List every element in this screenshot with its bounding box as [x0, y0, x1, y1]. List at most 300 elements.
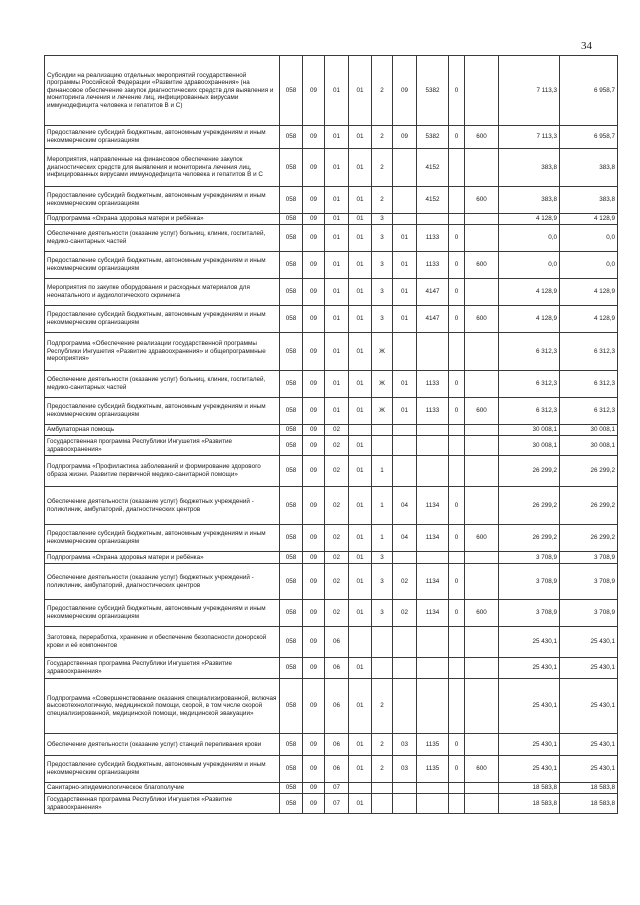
item-name: Предоставление субсидий бюджетным, автономным учреждениям и иным некоммерческим организациям — [45, 126, 280, 149]
program-code: 01 — [349, 564, 372, 600]
direction-code: 4147 — [417, 306, 449, 333]
extra-code: 0 — [449, 734, 465, 756]
section-code: 09 — [303, 333, 325, 371]
item-name: Обеспечение деятельности (оказание услуг) бюджетных учреждений - поликлиник, амбулаторий, диагностических центров — [45, 487, 280, 525]
activity-code — [393, 214, 417, 225]
page-number: 34 — [581, 40, 592, 52]
item-name: Мероприятия, направленные на финансовое обеспечение закупок диагностических средств для выявления и мониторинга лечения лиц, инфицированных вирусами иммунодефицита человека и гепатитов В и С — [45, 149, 280, 187]
item-name: Амбулаторная помощь — [45, 425, 280, 436]
program-code: 01 — [349, 552, 372, 564]
subsection-code: 01 — [325, 252, 349, 279]
program-code: 01 — [349, 149, 372, 187]
direction-code — [417, 425, 449, 436]
executed-amount: 6 312,3 — [560, 333, 618, 371]
approved-amount: 30 008,1 — [499, 436, 560, 456]
program-code: 01 — [349, 398, 372, 425]
subprogram-code: Ж — [372, 333, 393, 371]
item-name: Предоставление субсидий бюджетным, автономным учреждениям и иным некоммерческим организациям — [45, 252, 280, 279]
table-row — [45, 225, 618, 252]
approved-amount: 6 312,3 — [499, 371, 560, 398]
approved-amount: 25 430,1 — [499, 658, 560, 679]
activity-code — [393, 187, 417, 214]
direction-code: 4152 — [417, 149, 449, 187]
program-code: 01 — [349, 679, 372, 734]
table-row — [45, 756, 618, 783]
table-row — [45, 214, 618, 225]
ministry-code: 058 — [280, 252, 303, 279]
direction-code — [417, 627, 449, 658]
executed-amount: 25 430,1 — [560, 734, 618, 756]
item-name: Предоставление субсидий бюджетным, автономным учреждениям и иным некоммерческим организациям — [45, 756, 280, 783]
item-name: Заготовка, переработка, хранение и обеспечение безопасности донорской крови и её компонентов — [45, 627, 280, 658]
program-code: 01 — [349, 187, 372, 214]
ministry-code: 058 — [280, 627, 303, 658]
subsection-code: 06 — [325, 734, 349, 756]
program-code — [349, 783, 372, 794]
table-row — [45, 783, 618, 794]
program-code: 01 — [349, 252, 372, 279]
item-name: Подпрограмма «Обеспечение реализации государственной программы Республики Ингушетия «Развитие здравоохранения» и общепрограммные мероприятия» — [45, 333, 280, 371]
expense-type-code: 600 — [465, 600, 499, 627]
subsection-code: 02 — [325, 525, 349, 552]
program-code: 01 — [349, 279, 372, 306]
ministry-code: 058 — [280, 436, 303, 456]
executed-amount: 3 708,9 — [560, 564, 618, 600]
activity-code — [393, 679, 417, 734]
item-name: Обеспечение деятельности (оказание услуг) больниц, клиник, госпиталей, медико-санитарных частей — [45, 371, 280, 398]
subprogram-code: 2 — [372, 756, 393, 783]
direction-code: 1134 — [417, 525, 449, 552]
extra-code: 0 — [449, 56, 465, 126]
table-row — [45, 794, 618, 814]
program-code: 01 — [349, 487, 372, 525]
approved-amount: 25 430,1 — [499, 627, 560, 658]
extra-code — [449, 436, 465, 456]
direction-code — [417, 794, 449, 814]
executed-amount: 25 430,1 — [560, 756, 618, 783]
table-row — [45, 398, 618, 425]
section-code: 09 — [303, 487, 325, 525]
expense-type-code — [465, 658, 499, 679]
activity-code: 01 — [393, 252, 417, 279]
table-row — [45, 333, 618, 371]
ministry-code: 058 — [280, 658, 303, 679]
expense-type-code — [465, 679, 499, 734]
expense-type-code: 600 — [465, 252, 499, 279]
section-code: 09 — [303, 658, 325, 679]
item-name: Подпрограмма «Охрана здоровья матери и ребёнка» — [45, 214, 280, 225]
program-code: 01 — [349, 756, 372, 783]
extra-code: 0 — [449, 279, 465, 306]
subprogram-code: 3 — [372, 252, 393, 279]
item-name: Обеспечение деятельности (оказание услуг) бюджетных учреждений - поликлиник, амбулаторий, диагностических центров — [45, 564, 280, 600]
subprogram-code: 1 — [372, 487, 393, 525]
executed-amount: 3 708,9 — [560, 552, 618, 564]
subsection-code: 07 — [325, 794, 349, 814]
subprogram-code: 1 — [372, 456, 393, 487]
direction-code: 1134 — [417, 564, 449, 600]
section-code: 09 — [303, 214, 325, 225]
executed-amount: 3 708,9 — [560, 600, 618, 627]
ministry-code: 058 — [280, 214, 303, 225]
extra-code: 0 — [449, 600, 465, 627]
extra-code — [449, 149, 465, 187]
section-code: 09 — [303, 187, 325, 214]
approved-amount: 26 299,2 — [499, 487, 560, 525]
subprogram-code: 3 — [372, 306, 393, 333]
ministry-code: 058 — [280, 149, 303, 187]
subsection-code: 01 — [325, 225, 349, 252]
activity-code — [393, 627, 417, 658]
program-code: 01 — [349, 214, 372, 225]
ministry-code: 058 — [280, 225, 303, 252]
approved-amount: 4 128,9 — [499, 214, 560, 225]
program-code: 01 — [349, 333, 372, 371]
direction-code: 4152 — [417, 187, 449, 214]
executed-amount: 18 583,8 — [560, 783, 618, 794]
expense-type-code: 600 — [465, 525, 499, 552]
activity-code: 03 — [393, 756, 417, 783]
extra-code — [449, 794, 465, 814]
program-code: 01 — [349, 306, 372, 333]
executed-amount: 4 128,9 — [560, 214, 618, 225]
item-name: Субсидии на реализацию отдельных мероприятий государственной программы Российской Федерации «Развитие здравоохранения» (на финансовое обеспечение закупок диагностических средств для выявления и мониторинга лечения и лечение лиц, инфицированных вирусами иммунодефицита человека и гепатитов В и С) — [45, 56, 280, 126]
subprogram-code: 1 — [372, 525, 393, 552]
subsection-code: 01 — [325, 279, 349, 306]
section-code: 09 — [303, 564, 325, 600]
subprogram-code: 2 — [372, 734, 393, 756]
subprogram-code — [372, 794, 393, 814]
section-code: 09 — [303, 552, 325, 564]
approved-amount: 0,0 — [499, 225, 560, 252]
extra-code: 0 — [449, 525, 465, 552]
direction-code: 1133 — [417, 398, 449, 425]
section-code: 09 — [303, 371, 325, 398]
expense-type-code — [465, 425, 499, 436]
ministry-code: 058 — [280, 679, 303, 734]
subsection-code: 02 — [325, 456, 349, 487]
subprogram-code: 2 — [372, 679, 393, 734]
activity-code: 02 — [393, 564, 417, 600]
subsection-code: 01 — [325, 398, 349, 425]
subprogram-code: 2 — [372, 149, 393, 187]
extra-code: 0 — [449, 252, 465, 279]
table-row — [45, 126, 618, 149]
subprogram-code: Ж — [372, 371, 393, 398]
approved-amount: 26 299,2 — [499, 456, 560, 487]
direction-code: 4147 — [417, 279, 449, 306]
table-row — [45, 187, 618, 214]
extra-code — [449, 456, 465, 487]
expense-type-code — [465, 456, 499, 487]
subsection-code: 01 — [325, 126, 349, 149]
section-code: 09 — [303, 756, 325, 783]
program-code: 01 — [349, 371, 372, 398]
program-code — [349, 425, 372, 436]
approved-amount: 25 430,1 — [499, 679, 560, 734]
table-row — [45, 56, 618, 126]
executed-amount: 25 430,1 — [560, 658, 618, 679]
executed-amount: 0,0 — [560, 225, 618, 252]
activity-code — [393, 783, 417, 794]
extra-code — [449, 783, 465, 794]
subsection-code: 01 — [325, 56, 349, 126]
expense-type-code — [465, 734, 499, 756]
approved-amount: 4 128,9 — [499, 279, 560, 306]
executed-amount: 25 430,1 — [560, 679, 618, 734]
activity-code: 01 — [393, 225, 417, 252]
section-code: 09 — [303, 306, 325, 333]
table-row — [45, 279, 618, 306]
item-name: Обеспечение деятельности (оказание услуг) больниц, клиник, госпиталей, медико-санитарных частей — [45, 225, 280, 252]
ministry-code: 058 — [280, 425, 303, 436]
ministry-code: 058 — [280, 187, 303, 214]
table-row — [45, 679, 618, 734]
extra-code — [449, 333, 465, 371]
direction-code: 1134 — [417, 487, 449, 525]
subprogram-code: 3 — [372, 214, 393, 225]
approved-amount: 7 113,3 — [499, 56, 560, 126]
section-code: 09 — [303, 679, 325, 734]
subsection-code: 01 — [325, 306, 349, 333]
activity-code: 01 — [393, 306, 417, 333]
extra-code: 0 — [449, 756, 465, 783]
subsection-code: 02 — [325, 552, 349, 564]
executed-amount: 4 128,9 — [560, 279, 618, 306]
approved-amount: 3 708,9 — [499, 552, 560, 564]
table-row — [45, 525, 618, 552]
section-code: 09 — [303, 525, 325, 552]
table-row — [45, 552, 618, 564]
expense-type-code — [465, 214, 499, 225]
extra-code: 0 — [449, 371, 465, 398]
executed-amount: 18 583,8 — [560, 794, 618, 814]
extra-code: 0 — [449, 126, 465, 149]
section-code: 09 — [303, 627, 325, 658]
ministry-code: 058 — [280, 525, 303, 552]
activity-code: 02 — [393, 600, 417, 627]
executed-amount: 6 958,7 — [560, 56, 618, 126]
expense-type-code: 600 — [465, 126, 499, 149]
program-code: 01 — [349, 126, 372, 149]
item-name: Подпрограмма «Профилактика заболеваний и формирование здорового образа жизни. Развитие первичной медико-санитарной помощи» — [45, 456, 280, 487]
section-code: 09 — [303, 456, 325, 487]
budget-table — [44, 55, 618, 814]
subsection-code: 01 — [325, 371, 349, 398]
table-row — [45, 734, 618, 756]
approved-amount: 3 708,9 — [499, 564, 560, 600]
section-code: 09 — [303, 56, 325, 126]
extra-code: 0 — [449, 225, 465, 252]
expense-type-code — [465, 56, 499, 126]
subprogram-code: 2 — [372, 126, 393, 149]
expense-type-code — [465, 487, 499, 525]
section-code: 09 — [303, 783, 325, 794]
direction-code: 1133 — [417, 371, 449, 398]
direction-code — [417, 679, 449, 734]
expense-type-code: 600 — [465, 756, 499, 783]
subsection-code: 02 — [325, 436, 349, 456]
expense-type-code — [465, 627, 499, 658]
activity-code: 04 — [393, 525, 417, 552]
program-code: 01 — [349, 225, 372, 252]
activity-code: 03 — [393, 734, 417, 756]
executed-amount: 30 008,1 — [560, 425, 618, 436]
section-code: 09 — [303, 225, 325, 252]
table-row — [45, 600, 618, 627]
table-row — [45, 252, 618, 279]
subprogram-code: Ж — [372, 398, 393, 425]
program-code: 01 — [349, 525, 372, 552]
extra-code: 0 — [449, 564, 465, 600]
subsection-code: 06 — [325, 756, 349, 783]
ministry-code: 058 — [280, 552, 303, 564]
item-name: Государственная программа Республики Ингушетия «Развитие здравоохранения» — [45, 794, 280, 814]
executed-amount: 0,0 — [560, 252, 618, 279]
ministry-code: 058 — [280, 279, 303, 306]
expense-type-code — [465, 333, 499, 371]
item-name: Государственная программа Республики Ингушетия «Развитие здравоохранения» — [45, 658, 280, 679]
approved-amount: 25 430,1 — [499, 734, 560, 756]
direction-code: 1134 — [417, 600, 449, 627]
expense-type-code — [465, 794, 499, 814]
direction-code: 1135 — [417, 734, 449, 756]
table-row — [45, 371, 618, 398]
subprogram-code: 3 — [372, 552, 393, 564]
table-row — [45, 627, 618, 658]
ministry-code: 058 — [280, 56, 303, 126]
subsection-code: 02 — [325, 487, 349, 525]
approved-amount: 3 708,9 — [499, 600, 560, 627]
section-code: 09 — [303, 600, 325, 627]
approved-amount: 30 008,1 — [499, 425, 560, 436]
extra-code: 0 — [449, 487, 465, 525]
subprogram-code: 2 — [372, 56, 393, 126]
expense-type-code — [465, 564, 499, 600]
item-name: Предоставление субсидий бюджетным, автономным учреждениям и иным некоммерческим организациям — [45, 398, 280, 425]
extra-code — [449, 627, 465, 658]
subsection-code: 06 — [325, 679, 349, 734]
program-code: 01 — [349, 794, 372, 814]
ministry-code: 058 — [280, 126, 303, 149]
extra-code: 0 — [449, 398, 465, 425]
extra-code — [449, 658, 465, 679]
section-code: 09 — [303, 425, 325, 436]
expense-type-code: 600 — [465, 306, 499, 333]
ministry-code: 058 — [280, 306, 303, 333]
extra-code — [449, 187, 465, 214]
activity-code: 09 — [393, 56, 417, 126]
table-row — [45, 306, 618, 333]
expense-type-code — [465, 279, 499, 306]
program-code — [349, 627, 372, 658]
expense-type-code — [465, 149, 499, 187]
table-body — [45, 56, 618, 814]
ministry-code: 058 — [280, 734, 303, 756]
activity-code — [393, 333, 417, 371]
direction-code — [417, 436, 449, 456]
section-code: 09 — [303, 279, 325, 306]
subprogram-code — [372, 783, 393, 794]
item-name: Государственная программа Республики Ингушетия «Развитие здравоохранения» — [45, 436, 280, 456]
executed-amount: 26 299,2 — [560, 487, 618, 525]
item-name: Мероприятия по закупке оборудования и расходных материалов для неонатального и аудиологического скрининга — [45, 279, 280, 306]
direction-code — [417, 783, 449, 794]
subprogram-code — [372, 425, 393, 436]
executed-amount: 4 128,9 — [560, 306, 618, 333]
item-name: Санитарно-эпидемиологическое благополучие — [45, 783, 280, 794]
subsection-code: 01 — [325, 333, 349, 371]
executed-amount: 26 299,2 — [560, 525, 618, 552]
subprogram-code: 2 — [372, 187, 393, 214]
program-code: 01 — [349, 436, 372, 456]
extra-code — [449, 679, 465, 734]
table-row — [45, 564, 618, 600]
direction-code — [417, 552, 449, 564]
section-code: 09 — [303, 436, 325, 456]
program-code: 01 — [349, 658, 372, 679]
activity-code: 01 — [393, 279, 417, 306]
ministry-code: 058 — [280, 371, 303, 398]
subsection-code: 06 — [325, 627, 349, 658]
approved-amount: 6 312,3 — [499, 398, 560, 425]
subsection-code: 01 — [325, 187, 349, 214]
approved-amount: 18 583,8 — [499, 783, 560, 794]
direction-code — [417, 658, 449, 679]
subprogram-code: 3 — [372, 600, 393, 627]
expense-type-code — [465, 783, 499, 794]
subprogram-code — [372, 436, 393, 456]
ministry-code: 058 — [280, 794, 303, 814]
activity-code: 01 — [393, 371, 417, 398]
direction-code: 1133 — [417, 252, 449, 279]
expense-type-code — [465, 225, 499, 252]
item-name: Обеспечение деятельности (оказание услуг) станций переливания крови — [45, 734, 280, 756]
executed-amount: 30 008,1 — [560, 436, 618, 456]
subprogram-code: 3 — [372, 225, 393, 252]
executed-amount: 25 430,1 — [560, 627, 618, 658]
direction-code — [417, 214, 449, 225]
program-code: 01 — [349, 734, 372, 756]
direction-code — [417, 333, 449, 371]
executed-amount: 6 312,3 — [560, 398, 618, 425]
section-code: 09 — [303, 398, 325, 425]
ministry-code: 058 — [280, 756, 303, 783]
table-row — [45, 149, 618, 187]
direction-code: 1133 — [417, 225, 449, 252]
direction-code: 5382 — [417, 126, 449, 149]
expense-type-code — [465, 371, 499, 398]
approved-amount: 18 583,8 — [499, 794, 560, 814]
table-row — [45, 456, 618, 487]
activity-code — [393, 149, 417, 187]
extra-code — [449, 552, 465, 564]
ministry-code: 058 — [280, 333, 303, 371]
table-row — [45, 487, 618, 525]
extra-code — [449, 214, 465, 225]
ministry-code: 058 — [280, 487, 303, 525]
section-code: 09 — [303, 734, 325, 756]
approved-amount: 26 299,2 — [499, 525, 560, 552]
subsection-code: 06 — [325, 658, 349, 679]
item-name: Предоставление субсидий бюджетным, автономным учреждениям и иным некоммерческим организациям — [45, 187, 280, 214]
approved-amount: 383,8 — [499, 187, 560, 214]
approved-amount: 0,0 — [499, 252, 560, 279]
table-row — [45, 425, 618, 436]
subprogram-code — [372, 627, 393, 658]
approved-amount: 6 312,3 — [499, 333, 560, 371]
activity-code: 09 — [393, 126, 417, 149]
